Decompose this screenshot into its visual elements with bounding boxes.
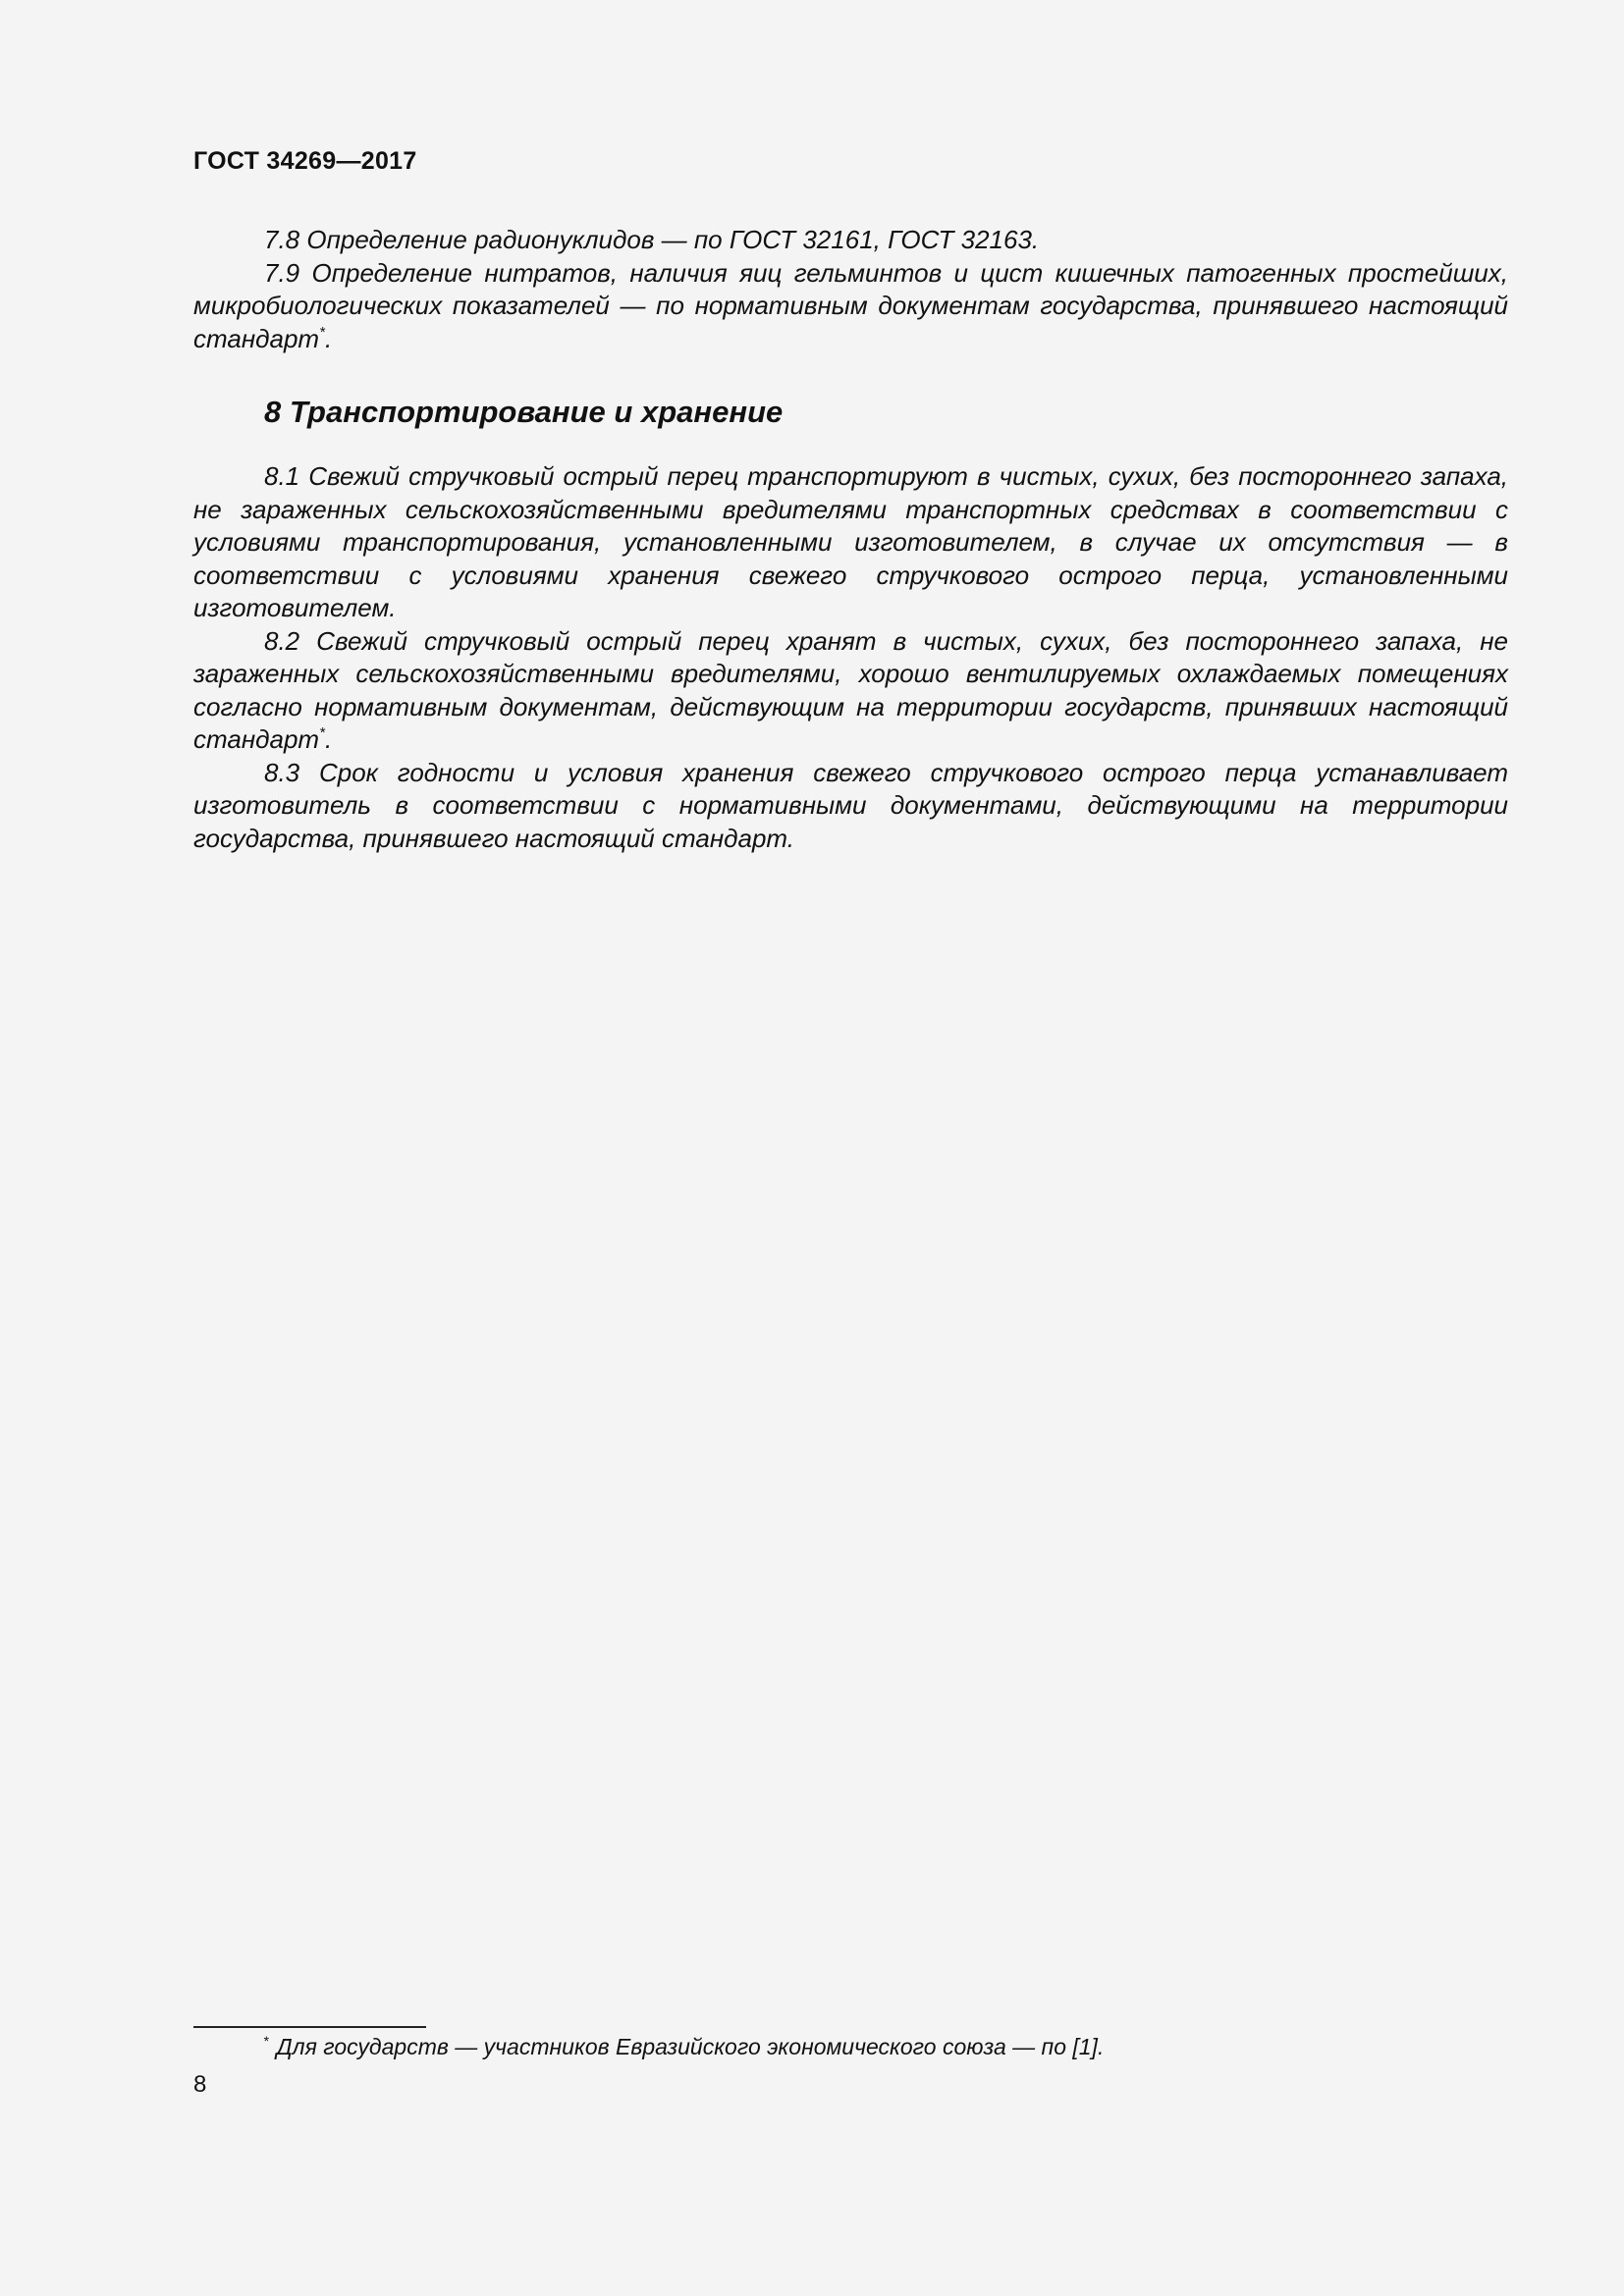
footnote <box>263 2032 1104 2061</box>
footnote-mark: * <box>263 2033 269 2049</box>
paragraph-8-3: 8.3 Срок годности и условия хранения свежего стручкового острого перца устанавливает изготовитель в соответствии с нормативными документами, действующими на территории государства, принявшего настоящий стандарт. <box>193 757 1508 853</box>
paragraph-8-2-text: 8.2 Свежий стручковый острый перец хранят в чистых, сухих, без постороннего запаха, не зараженных сельскохозяйственными вредителями, хорошо вентилируемых охлаждаемых помещениях согласно нормативным документам, действующим на территории государств, принявших настоящий стандарт <box>193 625 1508 754</box>
paragraph-7-9-text: 7.9 Определение нитратов, наличия яиц гельминтов и цист кишечных патогенных простейших, микробиологических показателей — по нормативным документам государства, принявшего настоящий стандарт <box>193 257 1508 353</box>
footnote-text: Для государств — участников Евразийского экономического союза — по [1]. <box>276 2034 1105 2059</box>
paragraph-7-8: 7.8 Определение радионуклидов — по ГОСТ 32161, ГОСТ 32163. <box>264 225 1040 254</box>
section-8-heading: 8 Транспортирование и хранение <box>264 395 784 429</box>
footnote-reference-mark[interactable]: * <box>319 724 325 741</box>
page-number: 8 <box>193 2071 207 2098</box>
paragraph-8-2-end: . <box>324 724 333 754</box>
footnote-reference-mark[interactable]: * <box>319 323 325 341</box>
document-code-header: ГОСТ 34269—2017 <box>193 147 417 175</box>
paragraph-8-1: 8.1 Свежий стручковый острый перец транспортируют в чистых, сухих, без постороннего запаха, не зараженных сельскохозяйственными вредителями транспортных средствах в соответствии с условиями транспортирования, установленными изготовителем, в случае их отсутствия — в соответствии с условиями хранения свежего стручкового острого перца, установленными изготовителем. <box>193 461 1508 622</box>
footnote-separator <box>193 2026 426 2028</box>
paragraph-7-9 <box>193 257 1508 356</box>
paragraph-8-2 <box>193 625 1508 757</box>
section-8-text <box>193 460 1508 855</box>
paragraph-7-9-end: . <box>324 323 333 353</box>
section-7-text <box>193 224 1508 355</box>
